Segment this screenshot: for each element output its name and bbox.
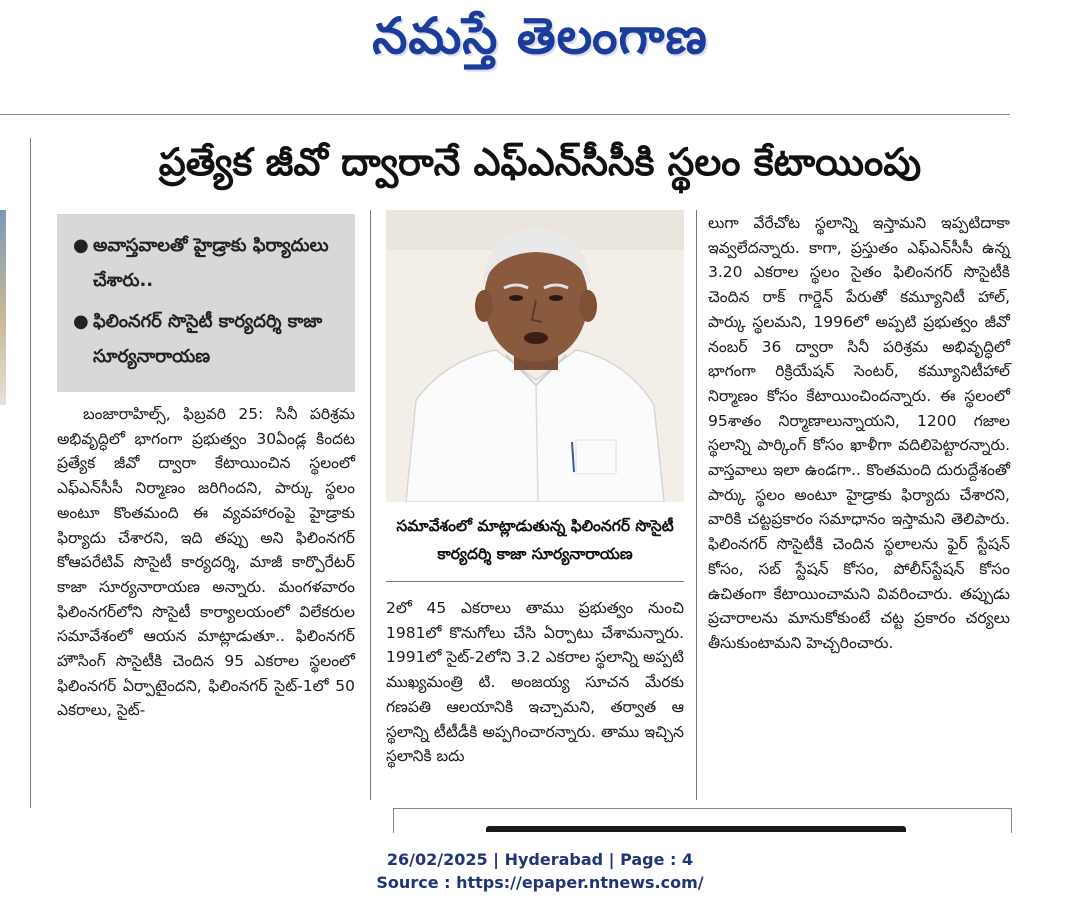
article-column-3: లుగా వేరేచోట స్థలాన్ని ఇస్తామని ఇప్పటిదాకా ఇవ్వలేదన్నారు. కాగా, ప్రస్తుతం ఎఫ్‌ఎన్‌సీసీ ఉన్న 3.20 ఎకరాల స్థలం సైతం ఫిలింనగర్ సొసైటీకి చెందిన రాక్ గార్డెన్ పేరుతో కమ్యూనిటీ హాల్, పార్కు స్థలమని, 1996లో అప్పటి ప్రభుత్వం జీవో నంబర్ 36 ద్వారా సినీ పరిశ్రమ అభివృద్ధిలో భాగంగా రిక్రియేషన్ సెంటర్, కమ్యూనిటీహాల్ నిర్మాణం కోసం కేటాయించిందన్నారు. ఈ స్థలంలో 95శాతం నిర్మాణాలున్నాయని, 1200 గజాల స్థలాన్ని పార్కింగ్ కోసం ఖాళీగా వదిలిపెట్టారన్నారు. వాస్తవాలు ఇలా ఉండగా.. కొంతమంది దురుద్దేశంతో పార్కు స్థలం అంటూ హైడ్రాకు ఫిర్యాదు చేశారని, వారికి చట్టప్రకారం సమాధానం ఇస్తామని తెలిపారు. ఫిలింనగర్ సొసైటీకి చెందిన స్థలాలను ఫైర్ స్టేషన్ కోసం, సబ్ స్టేషన్ కోసం, పోలీస్‌స్టేషన్ కోసం ఉచితంగా కేటాయించామని వివరించారు. తప్పుడు ప్రచారాలను మానుకోకుంటే చట్ట ప్రకారం చర్యలు తీసుకుంటామని హెచ్చరించారు. [708, 214, 1010, 652]
highlight-box [57, 214, 355, 392]
column-divider [370, 210, 371, 800]
column-divider [30, 138, 31, 808]
photo-caption: సమావేశంలో మాట్లాడుతున్న ఫిలింనగర్ సొసైటీ కార్యదర్శి కాజా సూర్యనారాయణ [396, 517, 674, 563]
highlight-text: అవాస్తవాలతో హైడ్రాకు ఫిర్యాదులు చేశారు.. [93, 235, 329, 291]
footer-date-page: 26/02/2025 | Hyderabad | Page : 4 [386, 850, 694, 869]
article-column-1: బంజారాహిల్స్, ఫిబ్రవరి 25: సినీ పరిశ్రమ అభివృద్ధిలో భాగంగా ప్రభుత్వం 30ఏండ్ల కిందట ప్రత్యేక జీవో ద్వారా కేటాయించిన స్థలంలో ఎఫ్‌ఎన్‌సీసీ నిర్మాణం జరిగిందని, పార్కు స్థలం అంటూ కొంతమంది ఈ వ్యవహారంపై హైడ్రాకు ఫిర్యాదు చేశారని, ఇది తప్పు అని ఫిలింనగర్ కోఆపరేటివ్ సొసైటీ కార్యదర్శి, మాజీ కార్పొరేటర్ కాజా సూర్యనారాయణ అన్నారు. మంగళవారం ఫిలింనగర్‌లోని సొసైటీ కార్యాలయంలో విలేకరుల సమావేశంలో ఆయన మాట్లాడుతూ.. ఫిలింనగర్ హౌసింగ్ సొసైటీకి చెందిన 95 ఎకరాల స్థలంలో ఫిలింనగర్ ఏర్పాటైందని, ఫిలింనగర్ సైట్-1లో 50 ఎకరాలు, సైట్- [57, 405, 355, 720]
next-article-headline-fragment [486, 826, 906, 832]
masthead [0, 0, 1080, 100]
column-divider [696, 210, 697, 800]
article-column-2: 2లో 45 ఎకరాలు తాము ప్రభుత్వం నుంచి 1981లో కొనుగోలు చేసి ఏర్పాటు చేశామన్నారు. 1991లో సైట్-2లోని 3.2 ఎకరాల స్థలాన్ని అప్పటి ముఖ్యమంత్రి టి. అంజయ్య సూచన మేరకు గణపతి ఆలయానికి ఇచ్చామని, తర్వాత ఆ స్థలాన్ని టీటీడీకి అప్పగించారన్నారు. తాము ఇచ్చిన స్థలానికి బదు [386, 599, 684, 766]
caption-rule [386, 581, 684, 582]
bullet-icon: ● [73, 235, 89, 256]
newspaper-logo: నమస్తే తెలంగాణ [372, 6, 708, 65]
masthead-rule [0, 114, 1010, 115]
highlight-item [73, 304, 339, 374]
footer-source: Source : https://epaper.ntnews.com/ [376, 873, 704, 892]
speaker-portrait [386, 210, 684, 502]
bullet-icon: ● [73, 311, 89, 332]
adjacent-photo-fragment [0, 210, 6, 405]
article-photo [386, 210, 684, 502]
highlight-item [73, 228, 339, 298]
adjacent-article-fragment [0, 0, 12, 912]
highlight-text: ఫిలింనగర్ సొసైటీ కార్యదర్శి కాజా సూర్యనారాయణ [93, 311, 323, 367]
article-headline: ప్రత్యేక జీవో ద్వారానే ఎఫ్‌ఎన్‌సీసీకి స్థలం కేటాయింపు [158, 140, 922, 184]
